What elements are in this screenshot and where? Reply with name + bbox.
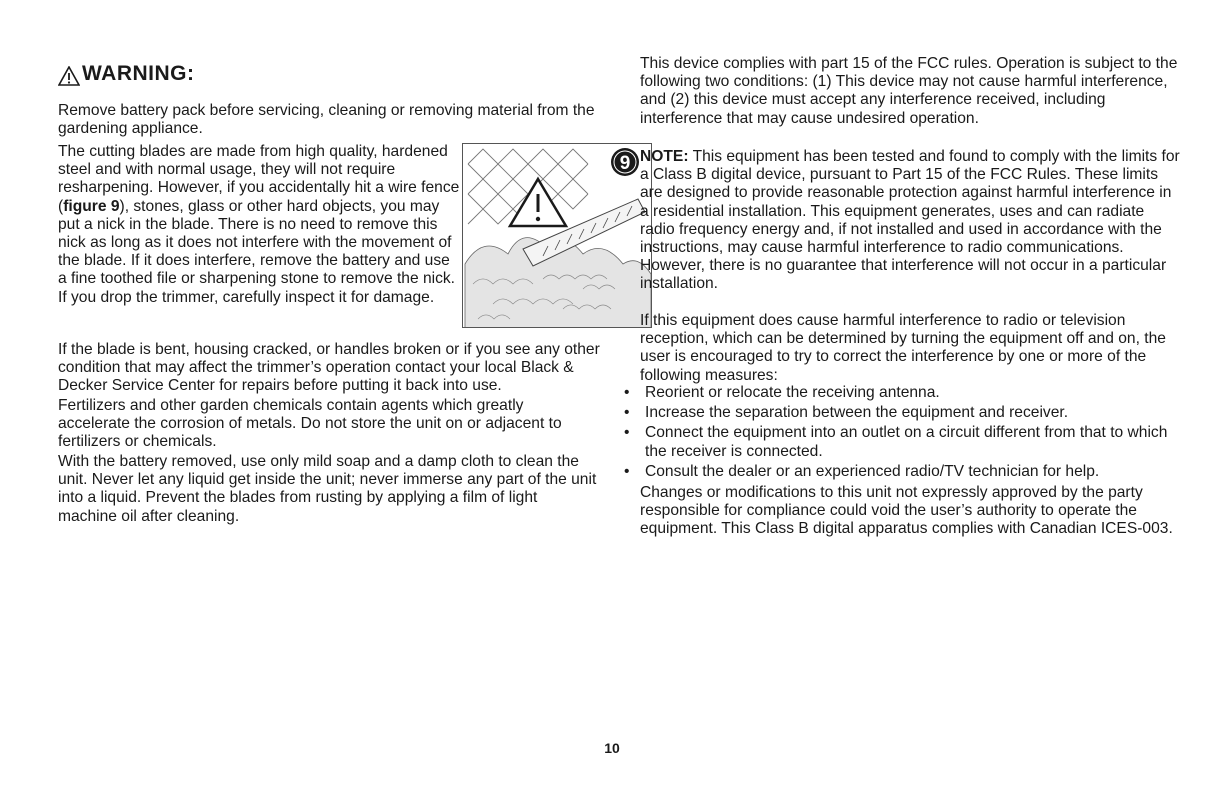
list-item-text: Reorient or relocate the receiving antenna. (645, 384, 940, 401)
paragraph-remove-battery: Remove battery pack before servicing, cleaning or removing material from the gardening appliance. (58, 102, 595, 138)
bullet-dot-icon: • (624, 462, 630, 480)
note-text: This equipment has been tested and found to comply with the limits for a Class B digital device, pursuant to Part 15 of the FCC Rules. These limits are designed to provide reasonable protection against harmful interference in a residential installation. This equipment generates, uses and can radiate radio frequency energy and, if not installed and used in accordance with the instructions, may cause harmful interference to radio communications. However, there is no guarantee that interference will not occur in a particular installation. (640, 148, 1180, 293)
interference-measures-list (624, 384, 1180, 483)
warning-title: WARNING: (82, 62, 195, 85)
bullet-dot-icon: • (624, 424, 630, 442)
warning-heading (58, 62, 195, 86)
warning-triangle-icon (58, 66, 80, 86)
note-label: NOTE: (640, 148, 689, 165)
figure-9-illustration (462, 143, 652, 328)
list-item (624, 424, 1180, 460)
list-item-text: Increase the separation between the equipment and receiver. (645, 404, 1069, 422)
paragraph-cleaning: With the battery removed, use only mild soap and a damp cloth to clean the unit. Never let any liquid get inside the unit; never immerse any part of the unit into a liquid. Prevent the blades from rusting by applying a film of light machine oil after cleaning. (58, 453, 597, 525)
bullet-dot-icon: • (624, 384, 630, 401)
list-item (624, 404, 1180, 422)
blades-text-1: The cutting blades are made from high quality, hardened steel and with normal usage, they will not require resharpening. However, if you accidentally hit a wire fence ( (58, 143, 460, 215)
paragraph-modifications: Changes or modifications to this unit not expressly approved by the party responsible for compliance could void the user’s authority to operate the equipment. This Class B digital apparatus complies with Canadian ICES-003. (640, 484, 1173, 538)
figure-reference: figure 9 (63, 197, 120, 215)
page-number: 10 (604, 740, 620, 756)
figure-number-badge: 9 (619, 153, 631, 174)
paragraph-cutting-blades (58, 143, 462, 307)
paragraph-blade-damage: If the blade is bent, housing cracked, or handles broken or if you see any other condition that may affect the trimmer’s operation contact your local Black & Decker Service Center for repairs before putting it back into use. (58, 341, 600, 395)
paragraph-fertilizers: Fertilizers and other garden chemicals contain agents which greatly accelerate the corrosion of metals. Do not store the unit on or adjacent to fertilizers or chemicals. (58, 397, 562, 451)
list-item-text: Connect the equipment into an outlet on a circuit different from that to which the receiver is connected. (645, 424, 1168, 460)
bullet-dot-icon: • (624, 404, 630, 422)
hedge-trimmer-fence-drawing (463, 144, 652, 328)
list-item-text: Consult the dealer or an experienced radio/TV technician for help. (645, 462, 1100, 480)
paragraph-note (640, 148, 1180, 294)
list-item (624, 384, 1180, 402)
list-item (624, 462, 1180, 481)
blades-text-2: ), stones, glass or other hard objects, you may put a nick in the blade. There is no need to remove this nick as long as it does not interfere with the movement of the blade. If it does interfere, remove the battery and use a fine toothed file or sharpening stone to remove the nick. If you drop the trimmer, carefully inspect it for damage. (58, 197, 456, 306)
paragraph-interference: If this equipment does cause harmful interference to radio or television reception, which can be determined by turning the equipment off and on, the user is encouraged to try to correct the interference by one or more of the following measures: (640, 312, 1166, 384)
paragraph-fcc-compliance: This device complies with part 15 of the FCC rules. Operation is subject to the following two conditions: (1) This device may not cause harmful interference, and (2) this device must accept any interference received, including interference that may cause undesired operation. (640, 55, 1178, 127)
